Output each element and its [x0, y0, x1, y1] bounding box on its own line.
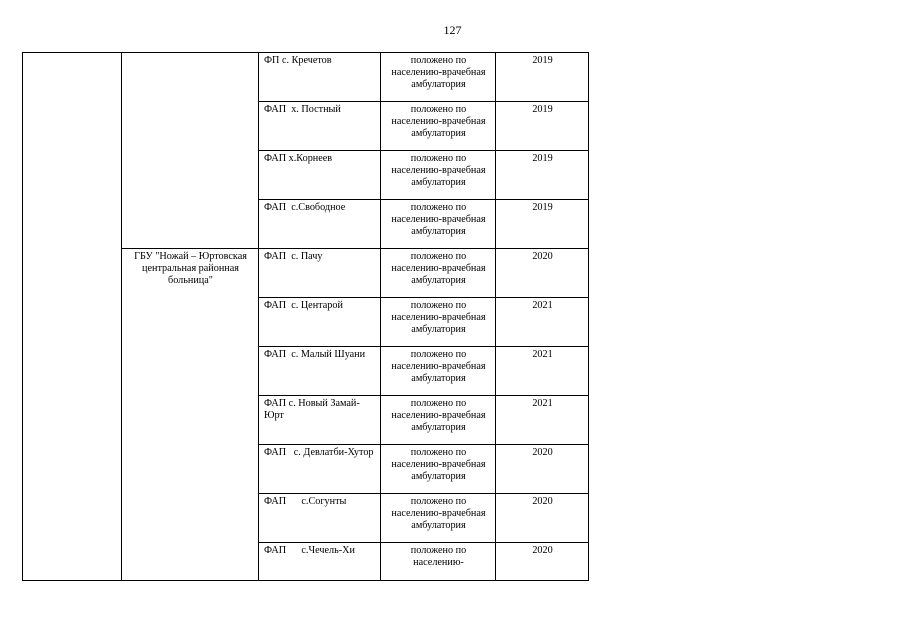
facility-name: ФАП с. Новый Замай-Юрт	[259, 396, 381, 445]
facility-name: ФАП с.Согунты	[259, 494, 381, 543]
facility-year: 2020	[496, 543, 589, 581]
facility-year: 2021	[496, 396, 589, 445]
facility-status: положено по населению-врачебная амбулатория	[381, 102, 496, 151]
table-body	[23, 53, 589, 581]
empty-org-cell	[122, 53, 259, 249]
facility-name: ФАП х. Постный	[259, 102, 381, 151]
facility-status: положено по населению-врачебная амбулатория	[381, 249, 496, 298]
page-number: 127	[443, 23, 462, 37]
facility-year: 2020	[496, 445, 589, 494]
facility-name: ФАП с. Центарой	[259, 298, 381, 347]
facility-status: положено по населению-врачебная амбулатория	[381, 445, 496, 494]
facility-name: ФАП х.Корнеев	[259, 151, 381, 200]
facility-name: ФАП с. Девлатби-Хутор	[259, 445, 381, 494]
facility-year: 2019	[496, 151, 589, 200]
facility-year: 2020	[496, 494, 589, 543]
facility-year: 2021	[496, 298, 589, 347]
facility-year: 2021	[496, 347, 589, 396]
facility-year: 2019	[496, 53, 589, 102]
facility-status: положено по населению-врачебная амбулатория	[381, 494, 496, 543]
facility-name: ФАП с. Пачу	[259, 249, 381, 298]
facility-status: положено по населению-врачебная амбулатория	[381, 200, 496, 249]
facility-year: 2020	[496, 249, 589, 298]
facility-status: положено по населению-врачебная амбулатория	[381, 347, 496, 396]
facility-name: ФАП с.Свободное	[259, 200, 381, 249]
facility-name: ФАП с.Чечель-Хи	[259, 543, 381, 581]
facility-status: положено по населению-врачебная амбулатория	[381, 396, 496, 445]
facility-status: положено по населению-врачебная амбулатория	[381, 53, 496, 102]
organization-name: ГБУ "Ножай – Юртовская центральная районная больница"	[122, 249, 259, 581]
facilities-table	[22, 52, 589, 581]
facility-year: 2019	[496, 200, 589, 249]
facility-name: ФП с. Кречетов	[259, 53, 381, 102]
empty-number-cell	[23, 53, 122, 581]
facility-year: 2019	[496, 102, 589, 151]
facility-name: ФАП с. Малый Шуани	[259, 347, 381, 396]
facility-status: положено по населению-врачебная амбулатория	[381, 298, 496, 347]
facility-status: положено по населению-	[381, 543, 496, 581]
table-row	[23, 53, 589, 102]
facility-status: положено по населению-врачебная амбулатория	[381, 151, 496, 200]
